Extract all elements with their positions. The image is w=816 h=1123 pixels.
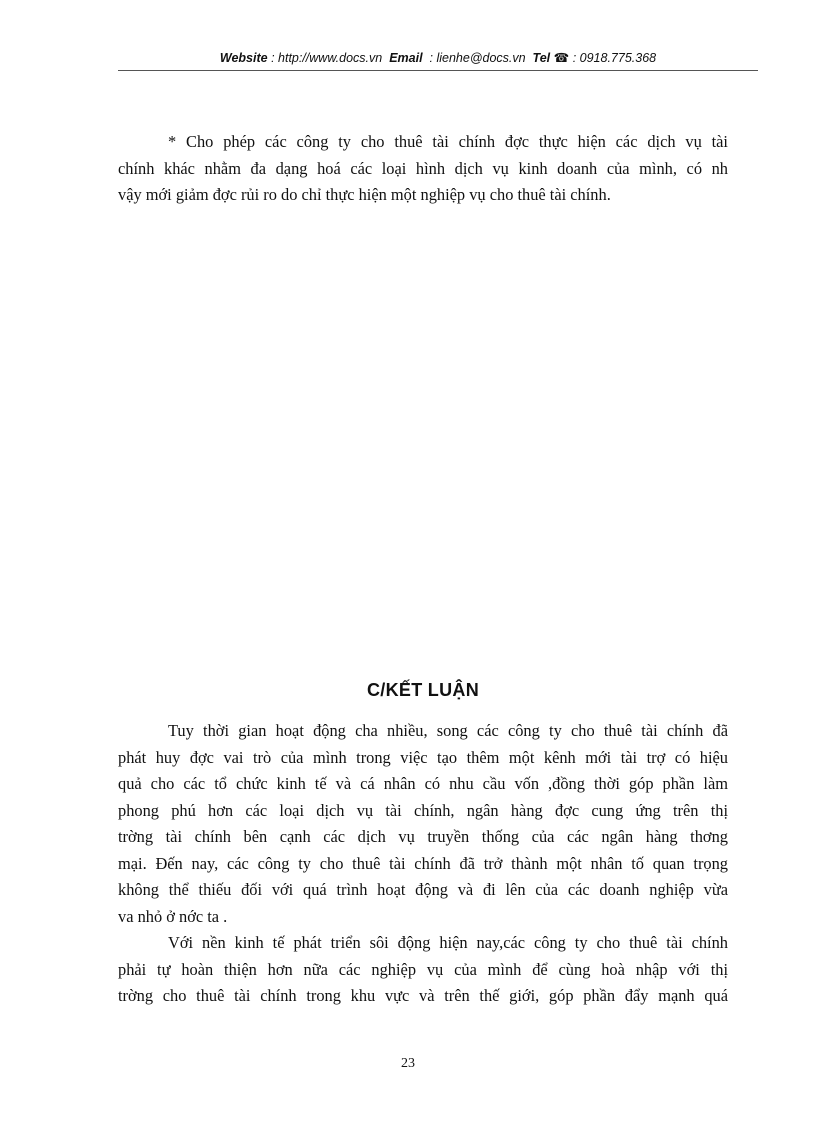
header-divider <box>118 70 758 71</box>
paragraph-2-line-4: phong phú hơn các loại dịch vụ tài chính, ngân hàng đợc cung ứng trên thị <box>118 800 728 820</box>
phone-icon: ☎ <box>553 51 570 65</box>
paragraph-1-line-1: * Cho phép các công ty cho thuê tài chính đợc thực hiện các dịch vụ tài <box>168 132 728 151</box>
paragraph-3 <box>118 930 728 1010</box>
website-label: Website <box>219 51 268 65</box>
page-header <box>118 50 758 65</box>
page-number: 23 <box>401 1056 415 1071</box>
paragraph-2-line-8: va nhỏ ở nớc ta . <box>118 906 228 926</box>
tel-number: : 0918.775.368 <box>569 51 657 65</box>
website-url: http://www.docs.vn <box>278 51 383 65</box>
paragraph-3-line-1: Với nền kinh tế phát triển sôi động hiện nay,các công ty cho thuê tài chính <box>168 933 728 952</box>
paragraph-2 <box>118 718 728 930</box>
email-separator: : <box>426 51 437 65</box>
paragraph-2-line-7: không thể thiếu đối với quá trình hoạt động và đi lên của các doanh nghiệp vừa <box>118 880 728 899</box>
tel-label: Tel <box>532 51 551 65</box>
email-address: lienhe@docs.vn <box>436 51 526 65</box>
paragraph-2-line-3: quả cho các tổ chức kinh tế và cá nhân có nhu cầu vốn ,đồng thời góp phần làm <box>118 774 728 793</box>
paragraph-3-line-3: trờng cho thuê tài chính trong khu vực và trên thế giới, góp phần đẩy mạnh quá <box>118 986 728 1005</box>
website-separator: : <box>267 51 279 65</box>
email-label: Email <box>389 51 423 65</box>
section-heading: C/KẾT LUẬN <box>367 680 479 700</box>
paragraph-2-line-2: phát huy đợc vai trò của mình trong việc tạo thêm một kênh mới tài trợ có hiệu <box>118 747 728 767</box>
paragraph-2-line-1: Tuy thời gian hoạt động cha nhiều, song các công ty cho thuê tài chính đã <box>168 721 728 740</box>
paragraph-3-line-2: phải tự hoàn thiện hơn nữa các nghiệp vụ của mình để cùng hoà nhập với thị <box>118 959 728 979</box>
paragraph-1-line-3: vậy mới giảm đợc rủi ro do chỉ thực hiện một nghiệp vụ cho thuê tài chính. <box>118 185 611 204</box>
paragraph-1 <box>118 129 728 209</box>
paragraph-2-line-6: mại. Đến nay, các công ty cho thuê tài chính đã trở thành một nhân tố quan trọng <box>118 853 728 873</box>
paragraph-1-line-2: chính khác nhằm đa dạng hoá các loại hình dịch vụ kinh doanh của mình, có nh <box>118 158 728 178</box>
paragraph-2-line-5: trờng tài chính bên cạnh các dịch vụ truyền thống của các ngân hàng thơng <box>118 827 728 846</box>
